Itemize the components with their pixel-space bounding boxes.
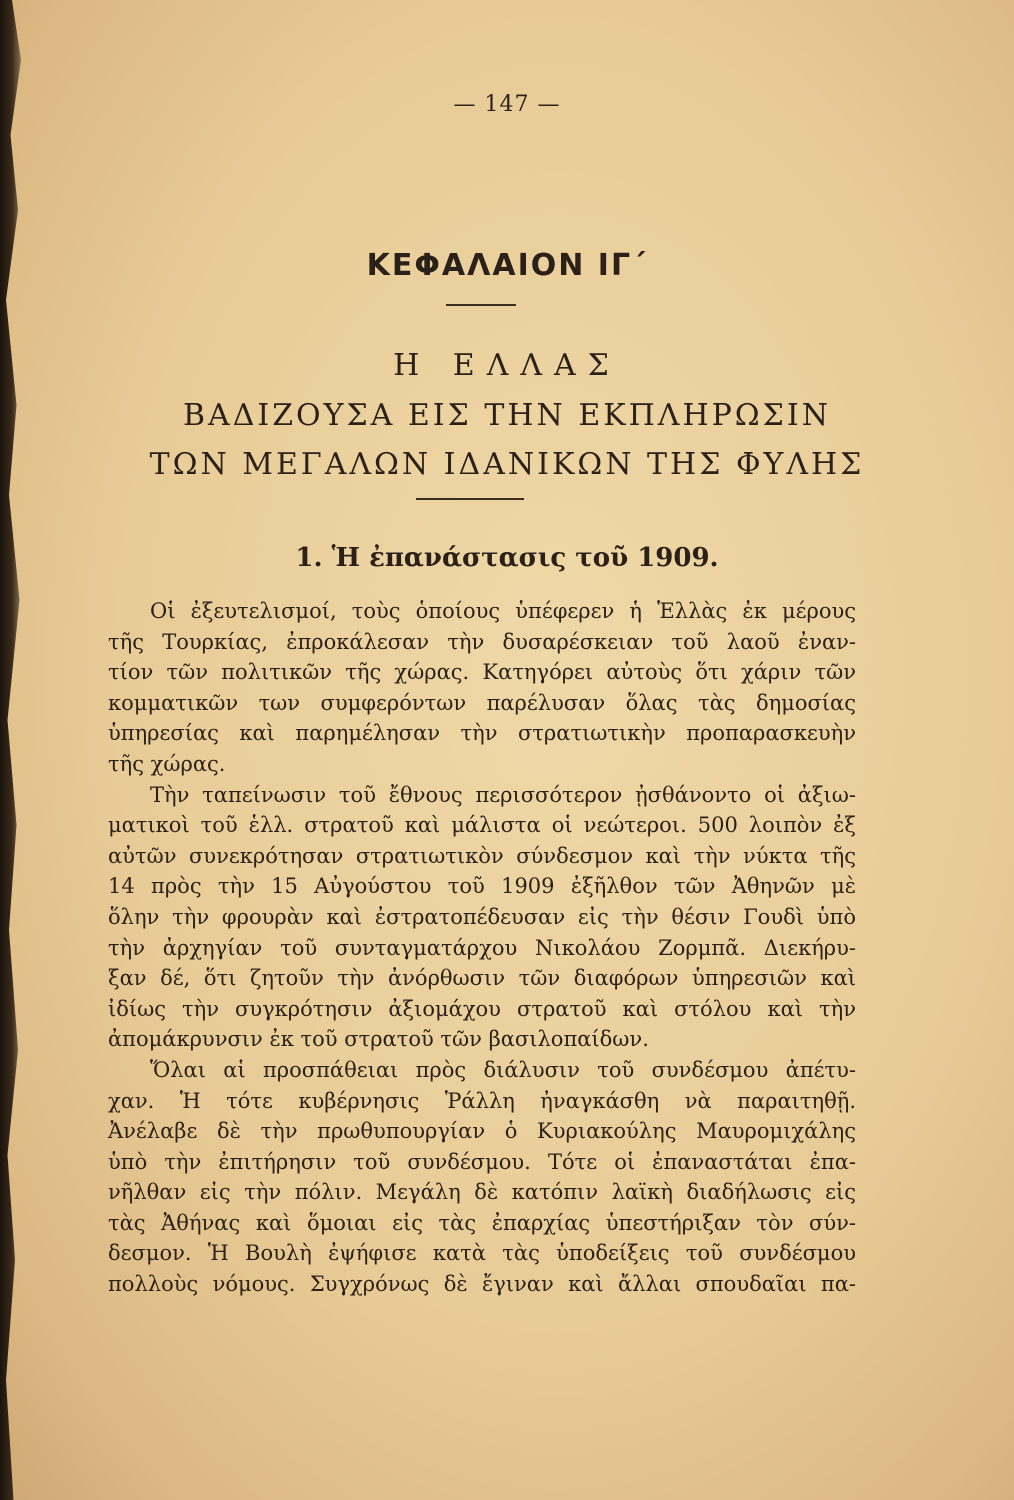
text-line: κομματικῶν των συμφερόντων παρέλυσαν ὅλας τὰς δημοσίας <box>108 690 856 715</box>
headline-line-1: Η ΕΛΛΑΣ <box>393 348 621 383</box>
torn-page-edge <box>0 0 30 1500</box>
text-line: ἀπομάκρυνσιν ἐκ τοῦ στρατοῦ τῶν βασιλοπαίδων. <box>108 1027 649 1052</box>
text-line: τὰς Ἀθήνας καὶ ὅμοιαι εἰς τὰς ἐπαρχίας ὑπεστήριξαν τὸν σύν- <box>108 1210 856 1235</box>
body-text <box>108 596 856 1300</box>
text-line: ξαν δέ, ὅτι ζητοῦν τὴν ἀνόρθωσιν τῶν διαφόρων ὑπηρεσιῶν καὶ <box>108 966 856 991</box>
text-line: αὐτῶν συνεκρότησαν στρατιωτικὸν σύνδεσμον καὶ τὴν νύκτα τῆς <box>108 843 856 868</box>
text-line: τίον τῶν πολιτικῶν τῆς χώρας. Κατηγόρει αὐτοὺς ὅτι χάριν τῶν <box>108 660 856 685</box>
text-line: Ἀνέλαβε δὲ τὴν πρωθυπουργίαν ὁ Κυριακούλης Μαυρομιχάλης <box>108 1119 856 1144</box>
text-line: τῆς Τουρκίας, ἐπροκάλεσαν τὴν δυσαρέσκειαν τοῦ λαοῦ ἐναν- <box>108 629 856 654</box>
text-line: ὑπὸ τὴν ἐπιτήρησιν τοῦ συνδέσμου. Τότε οἱ ἐπαναστάται ἐπα- <box>108 1149 856 1174</box>
text-line: ὅλην τὴν φρουρὰν καὶ ἐστρατοπέδευσαν εἰς τὴν θέσιν Γουδὶ ὑπὸ <box>108 904 856 929</box>
text-line: τὴν ἀρχηγίαν τοῦ συνταγματάρχου Νικολάου Ζορμπᾶ. Διεκήρυ- <box>108 935 856 960</box>
divider-rule <box>446 304 516 306</box>
headline-line-2: ΒΑΔΙΖΟΥΣΑ ΕΙΣ ΤΗΝ ΕΚΠΛΗΡΩΣΙΝ <box>182 398 831 433</box>
text-line: Τὴν ταπείνωσιν τοῦ ἔθνους περισσότερον ᾐσθάνοντο οἱ ἀξιω- <box>150 782 856 807</box>
page-number: — 147 — <box>453 92 561 117</box>
text-line: ὑπηρεσίας καὶ παρημέλησαν τὴν στρατιωτικὴν προπαρασκευὴν <box>108 721 856 746</box>
text-line: δεσμον. Ἡ Βουλὴ ἐψήφισε κατὰ τὰς ὑποδείξεις τοῦ συνδέσμου <box>108 1241 856 1266</box>
headline-line-3: ΤΩΝ ΜΕΓΑΛΩΝ ΙΔΑΝΙΚΩΝ ΤΗΣ ΦΥΛΗΣ <box>149 447 865 482</box>
text-line: Ὅλαι αἱ προσπάθειαι πρὸς διάλυσιν τοῦ συνδέσμου ἀπέτυ- <box>150 1057 856 1082</box>
text-line: ματικοὶ τοῦ ἑλλ. στρατοῦ καὶ μάλιστα οἱ νεώτεροι. 500 λοιπὸν ἐξ <box>108 813 856 838</box>
chapter-title: ΚΕΦΑΛΑΙΟΝ ΙΓ΄ <box>366 248 648 283</box>
section-title: 1. Ἡ ἐπανάστασις τοῦ 1909. <box>295 543 719 573</box>
text-line: ἰδίως τὴν συγκρότησιν ἀξιομάχου στρατοῦ καὶ στόλου καὶ τὴν <box>108 996 856 1021</box>
text-line: τῆς χώρας. <box>108 751 226 776</box>
text-line: 14 πρὸς τὴν 15 Αὐγούστου τοῦ 1909 ἐξῆλθον τῶν Ἀθηνῶν μὲ <box>108 874 856 899</box>
text-line: Οἱ ἐξευτελισμοί, τοὺς ὁποίους ὑπέφερεν ἡ Ἑλλὰς ἐκ μέρους <box>150 599 856 623</box>
text-line: νῆλθαν εἰς τὴν πόλιν. Μεγάλη δὲ κατόπιν λαϊκὴ διαδήλωσις εἰς <box>108 1180 856 1205</box>
text-line: πολλοὺς νόμους. Συγχρόνως δὲ ἔγιναν καὶ ἄλλαι σπουδαῖαι πα- <box>108 1272 856 1297</box>
text-line: χαν. Ἡ τότε κυβέρνησις Ῥάλλη ἠναγκάσθη νὰ παραιτηθῇ. <box>108 1088 856 1113</box>
divider-rule <box>416 498 524 500</box>
